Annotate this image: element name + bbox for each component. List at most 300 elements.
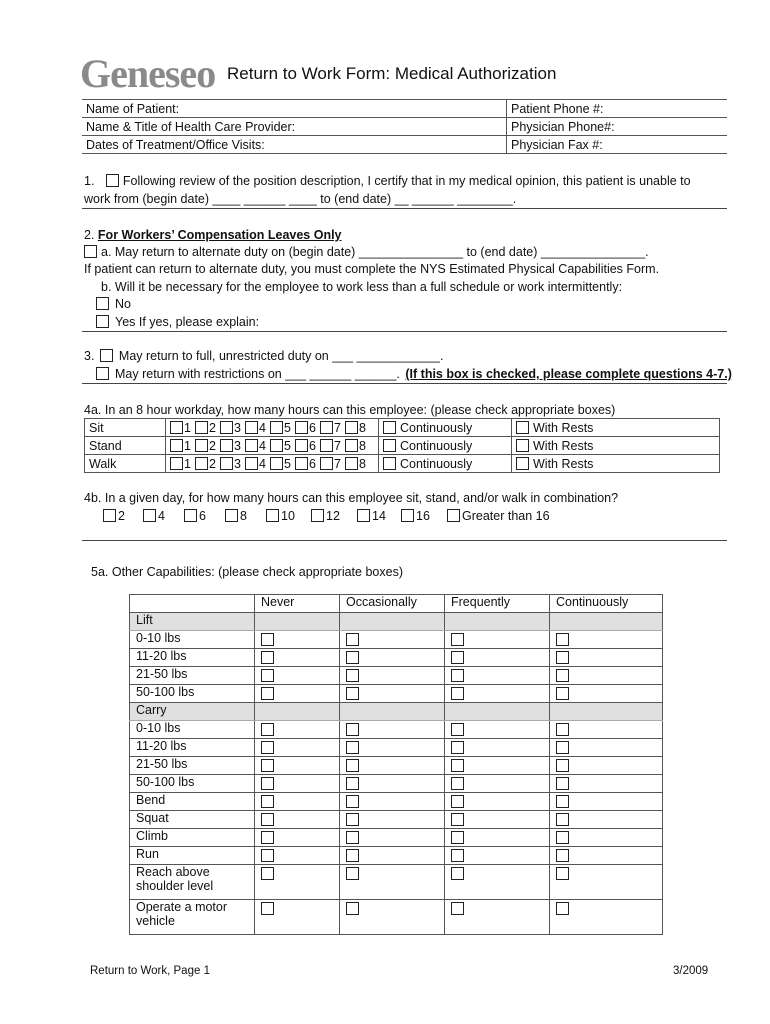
hour-label: 7 bbox=[334, 420, 341, 435]
divider bbox=[82, 208, 727, 209]
lift-row bbox=[130, 667, 663, 685]
footer-right: 3/2009 bbox=[673, 965, 709, 977]
capability-cell bbox=[550, 900, 663, 935]
capability-label bbox=[130, 685, 255, 703]
capability-label-text: 11-20 lbs bbox=[136, 739, 187, 753]
capability-label bbox=[130, 757, 255, 775]
q4b-option-label: 12 bbox=[326, 509, 340, 523]
q2a-line bbox=[84, 245, 649, 259]
capability-continuously-checkbox[interactable] bbox=[556, 651, 569, 664]
capability-continuously-checkbox[interactable] bbox=[556, 902, 569, 915]
q2b-no-checkbox[interactable] bbox=[96, 297, 109, 310]
capability-cell bbox=[445, 757, 550, 775]
q4b-option-checkbox[interactable] bbox=[311, 509, 324, 522]
q2-heading-text: For Workers’ Compensation Leaves Only bbox=[97, 228, 342, 242]
capability-continuously-checkbox[interactable] bbox=[556, 777, 569, 790]
q4a-row-sit bbox=[85, 419, 720, 437]
hour-4-checkbox[interactable] bbox=[245, 421, 258, 434]
hour-label: 1 bbox=[184, 420, 191, 435]
q4a-hours-cell bbox=[166, 437, 379, 455]
with-rests-label: With Rests bbox=[533, 438, 594, 453]
with-rests-checkbox[interactable] bbox=[516, 421, 529, 434]
capability-cell bbox=[340, 900, 445, 935]
capability-frequently-checkbox[interactable] bbox=[451, 831, 464, 844]
hour-4-checkbox[interactable] bbox=[245, 439, 258, 452]
capability-cell bbox=[255, 685, 340, 703]
capability-cell bbox=[445, 649, 550, 667]
hour-5-checkbox[interactable] bbox=[270, 421, 283, 434]
capability-label-text: Run bbox=[136, 847, 159, 861]
capability-occasionally-checkbox[interactable] bbox=[346, 831, 359, 844]
q4a-hours-cell bbox=[166, 419, 379, 437]
capability-occasionally-checkbox[interactable] bbox=[346, 687, 359, 700]
hour-8-checkbox[interactable] bbox=[345, 439, 358, 452]
capability-cell bbox=[445, 613, 550, 631]
capability-row bbox=[130, 793, 663, 811]
with-rests-checkbox[interactable] bbox=[516, 439, 529, 452]
hour-label: 4 bbox=[259, 456, 266, 471]
q1-line2: work from (begin date) ____ ______ ____ to (end date) __ ______ ________. bbox=[84, 192, 517, 206]
capability-label bbox=[130, 613, 255, 631]
capability-cell bbox=[550, 811, 663, 829]
capability-cell bbox=[550, 865, 663, 900]
q2-note: If patient can return to alternate duty, you must complete the NYS Estimated Physical Capabilities Form. bbox=[84, 262, 660, 276]
capability-label-text: Carry bbox=[136, 703, 167, 717]
capability-cell bbox=[445, 775, 550, 793]
q4b-option-checkbox[interactable] bbox=[266, 509, 279, 522]
capability-frequently-checkbox[interactable] bbox=[451, 795, 464, 808]
capability-never-checkbox[interactable] bbox=[261, 759, 274, 772]
hour-label: 2 bbox=[209, 420, 216, 435]
capability-never-checkbox[interactable] bbox=[261, 669, 274, 682]
provider-label: Name & Title of Health Care Provider: bbox=[82, 118, 507, 136]
capability-continuously-checkbox[interactable] bbox=[556, 813, 569, 826]
capability-frequently-checkbox[interactable] bbox=[451, 867, 464, 880]
divider bbox=[82, 383, 727, 384]
q2a-checkbox[interactable] bbox=[84, 245, 97, 258]
patient-info-table bbox=[82, 99, 727, 154]
q1-line1 bbox=[84, 174, 691, 188]
q4b-option-checkbox[interactable] bbox=[225, 509, 238, 522]
physician-fax-label: Physician Fax #: bbox=[507, 136, 728, 154]
q4b-option-checkbox[interactable] bbox=[103, 509, 116, 522]
capability-never-checkbox[interactable] bbox=[261, 867, 274, 880]
capability-cell bbox=[340, 703, 445, 721]
q4a-activity-label: Sit bbox=[85, 419, 166, 437]
capability-occasionally-checkbox[interactable] bbox=[346, 633, 359, 646]
capability-label bbox=[130, 811, 255, 829]
capability-label bbox=[130, 667, 255, 685]
capability-label-text: vehicle bbox=[136, 914, 175, 928]
q2-number: 2. bbox=[84, 228, 95, 242]
capability-label bbox=[130, 739, 255, 757]
carry-row bbox=[130, 739, 663, 757]
q4b-option bbox=[357, 509, 401, 523]
hour-label: 7 bbox=[334, 438, 341, 453]
capability-occasionally-checkbox[interactable] bbox=[346, 651, 359, 664]
hour-2-checkbox[interactable] bbox=[195, 439, 208, 452]
q4b-heading: 4b. In a given day, for how many hours can this employee sit, stand, and/or walk in combination? bbox=[84, 491, 619, 505]
q3-number: 3. bbox=[84, 349, 95, 363]
carry-row bbox=[130, 721, 663, 739]
capability-cell bbox=[445, 847, 550, 865]
hour-5-checkbox[interactable] bbox=[270, 439, 283, 452]
capability-occasionally-checkbox[interactable] bbox=[346, 867, 359, 880]
capability-cell bbox=[255, 721, 340, 739]
patient-phone-label: Patient Phone #: bbox=[507, 100, 728, 118]
capability-occasionally-checkbox[interactable] bbox=[346, 795, 359, 808]
q4b-option-checkbox[interactable] bbox=[447, 509, 460, 522]
q4a-continuous-cell bbox=[379, 455, 512, 473]
q1-checkbox[interactable] bbox=[106, 174, 119, 187]
capability-never-checkbox[interactable] bbox=[261, 795, 274, 808]
continuously-checkbox[interactable] bbox=[383, 439, 396, 452]
capability-cell bbox=[340, 829, 445, 847]
capability-cell bbox=[550, 847, 663, 865]
geneseo-logo: Geneseo bbox=[80, 51, 216, 96]
q4b-option-label: 4 bbox=[158, 509, 165, 523]
capability-label bbox=[130, 775, 255, 793]
lift-row bbox=[130, 631, 663, 649]
capability-continuously-checkbox[interactable] bbox=[556, 795, 569, 808]
capability-cell bbox=[445, 739, 550, 757]
capability-frequently-checkbox[interactable] bbox=[451, 669, 464, 682]
q4b-option-checkbox[interactable] bbox=[401, 509, 414, 522]
capability-cell bbox=[550, 757, 663, 775]
q4b-option-checkbox[interactable] bbox=[184, 509, 197, 522]
q4b-option-label: 14 bbox=[372, 509, 386, 523]
hour-label: 1 bbox=[184, 456, 191, 471]
capability-cell bbox=[340, 811, 445, 829]
capability-cell bbox=[340, 847, 445, 865]
capability-cell bbox=[550, 667, 663, 685]
q5a-table bbox=[129, 594, 663, 935]
capability-continuously-checkbox[interactable] bbox=[556, 633, 569, 646]
hour-label: 2 bbox=[209, 456, 216, 471]
capability-label-text: 21-50 lbs bbox=[136, 757, 188, 771]
hour-label: 6 bbox=[309, 438, 316, 453]
continuously-checkbox[interactable] bbox=[383, 457, 396, 470]
capability-row bbox=[130, 811, 663, 829]
capability-never-checkbox[interactable] bbox=[261, 687, 274, 700]
hour-7-checkbox[interactable] bbox=[320, 439, 333, 452]
capability-cell bbox=[445, 865, 550, 900]
capability-occasionally-checkbox[interactable] bbox=[346, 669, 359, 682]
q4b-option-label: 2 bbox=[118, 509, 125, 523]
capability-never-checkbox[interactable] bbox=[261, 813, 274, 826]
capability-cell bbox=[445, 793, 550, 811]
q3-restricted-checkbox[interactable] bbox=[96, 367, 109, 380]
q4b-option-checkbox[interactable] bbox=[357, 509, 370, 522]
capability-label-text: 0-10 lbs bbox=[136, 631, 181, 645]
capability-label bbox=[130, 900, 255, 935]
hour-8-checkbox[interactable] bbox=[345, 457, 358, 470]
capability-never-checkbox[interactable] bbox=[261, 723, 274, 736]
q4b-option-label: 6 bbox=[199, 509, 206, 523]
carry-row bbox=[130, 757, 663, 775]
capability-cell bbox=[255, 613, 340, 631]
capability-cell bbox=[255, 847, 340, 865]
capability-cell bbox=[445, 667, 550, 685]
capability-cell bbox=[255, 865, 340, 900]
lift-row bbox=[130, 685, 663, 703]
hour-label: 3 bbox=[234, 420, 241, 435]
footer-left: Return to Work, Page 1 bbox=[90, 965, 210, 977]
capability-cell bbox=[255, 703, 340, 721]
capability-cell bbox=[340, 739, 445, 757]
capability-frequently-checkbox[interactable] bbox=[451, 777, 464, 790]
info-row bbox=[82, 118, 727, 136]
hour-1-checkbox[interactable] bbox=[170, 421, 183, 434]
q3-restricted-line bbox=[96, 367, 732, 381]
capability-frequently-checkbox[interactable] bbox=[451, 902, 464, 915]
capability-cell bbox=[445, 811, 550, 829]
hour-5-checkbox[interactable] bbox=[270, 457, 283, 470]
capability-label-text: shoulder level bbox=[136, 879, 214, 893]
capability-cell bbox=[340, 721, 445, 739]
hour-7-checkbox[interactable] bbox=[320, 457, 333, 470]
physician-phone-label: Physician Phone#: bbox=[507, 118, 728, 136]
q4a-row-walk bbox=[85, 455, 720, 473]
q4a-activity-label: Stand bbox=[85, 437, 166, 455]
hour-8-checkbox[interactable] bbox=[345, 421, 358, 434]
hour-6-checkbox[interactable] bbox=[295, 421, 308, 434]
section-lift bbox=[130, 613, 663, 631]
capability-occasionally-checkbox[interactable] bbox=[346, 902, 359, 915]
capability-continuously-checkbox[interactable] bbox=[556, 723, 569, 736]
capability-frequently-checkbox[interactable] bbox=[451, 741, 464, 754]
capability-cell bbox=[340, 865, 445, 900]
hour-label: 8 bbox=[359, 420, 366, 435]
q3-note: (If this box is checked, please complete questions 4-7.) bbox=[405, 367, 732, 381]
q4b-option bbox=[184, 509, 225, 523]
capability-label bbox=[130, 649, 255, 667]
capability-cell bbox=[445, 703, 550, 721]
q2b-no-line bbox=[96, 297, 131, 311]
q4b-option bbox=[447, 509, 567, 523]
capability-cell bbox=[340, 793, 445, 811]
hour-3-checkbox[interactable] bbox=[220, 439, 233, 452]
q3-restricted-text: May return with restrictions on ___ ______ ______. bbox=[115, 367, 400, 381]
capability-frequently-checkbox[interactable] bbox=[451, 633, 464, 646]
hour-6-checkbox[interactable] bbox=[295, 457, 308, 470]
capability-label-text: 50-100 lbs bbox=[136, 775, 195, 789]
capability-never-checkbox[interactable] bbox=[261, 777, 274, 790]
q4b-option bbox=[103, 509, 143, 523]
capability-label-text: Lift bbox=[136, 613, 153, 627]
capability-never-checkbox[interactable] bbox=[261, 651, 274, 664]
hour-label: 7 bbox=[334, 456, 341, 471]
q4b-option-label: Greater than 16 bbox=[462, 509, 550, 523]
with-rests-label: With Rests bbox=[533, 420, 594, 435]
col-occasionally: Occasionally bbox=[340, 595, 445, 613]
q5a-blank-header bbox=[130, 595, 255, 613]
q4a-continuous-cell bbox=[379, 437, 512, 455]
capability-cell bbox=[255, 631, 340, 649]
capability-cell bbox=[340, 649, 445, 667]
capability-cell bbox=[340, 631, 445, 649]
hour-3-checkbox[interactable] bbox=[220, 421, 233, 434]
capability-frequently-checkbox[interactable] bbox=[451, 759, 464, 772]
capability-cell bbox=[255, 900, 340, 935]
capability-occasionally-checkbox[interactable] bbox=[346, 723, 359, 736]
capability-cell bbox=[255, 667, 340, 685]
capability-frequently-checkbox[interactable] bbox=[451, 813, 464, 826]
hour-label: 5 bbox=[284, 420, 291, 435]
capability-occasionally-checkbox[interactable] bbox=[346, 759, 359, 772]
capability-label bbox=[130, 631, 255, 649]
capability-label-text: 50-100 lbs bbox=[136, 685, 195, 699]
section-carry bbox=[130, 703, 663, 721]
col-never: Never bbox=[255, 595, 340, 613]
hour-label: 6 bbox=[309, 456, 316, 471]
continuously-checkbox[interactable] bbox=[383, 421, 396, 434]
capability-label-text: 21-50 lbs bbox=[136, 667, 188, 681]
capability-continuously-checkbox[interactable] bbox=[556, 669, 569, 682]
capability-occasionally-checkbox[interactable] bbox=[346, 813, 359, 826]
info-row bbox=[82, 136, 727, 154]
capability-cell bbox=[550, 613, 663, 631]
with-rests-checkbox[interactable] bbox=[516, 457, 529, 470]
hour-label: 1 bbox=[184, 438, 191, 453]
capability-never-checkbox[interactable] bbox=[261, 902, 274, 915]
capability-label-text: 11-20 lbs bbox=[136, 649, 187, 663]
continuously-label: Continuously bbox=[400, 420, 473, 435]
q4a-rests-cell bbox=[512, 437, 720, 455]
q2b-no-label: No bbox=[115, 297, 131, 311]
capability-cell bbox=[445, 685, 550, 703]
capability-label-text: Climb bbox=[136, 829, 168, 843]
q2b-text: b. Will it be necessary for the employee to work less than a full schedule or work intermittently: bbox=[101, 280, 623, 294]
hour-1-checkbox[interactable] bbox=[170, 439, 183, 452]
operate-row bbox=[130, 900, 663, 935]
hour-6-checkbox[interactable] bbox=[295, 439, 308, 452]
q5a-heading: 5a. Other Capabilities: (please check appropriate boxes) bbox=[91, 565, 403, 579]
capability-cell bbox=[550, 649, 663, 667]
capability-cell bbox=[340, 775, 445, 793]
q1-number: 1. bbox=[84, 174, 95, 188]
capability-never-checkbox[interactable] bbox=[261, 849, 274, 862]
capability-cell bbox=[445, 900, 550, 935]
capability-occasionally-checkbox[interactable] bbox=[346, 849, 359, 862]
with-rests-label: With Rests bbox=[533, 456, 594, 471]
q4a-table bbox=[84, 418, 720, 473]
divider bbox=[82, 331, 727, 332]
q4b-option bbox=[311, 509, 357, 523]
col-continuously: Continuously bbox=[550, 595, 663, 613]
q3-full-line bbox=[84, 349, 443, 363]
capability-continuously-checkbox[interactable] bbox=[556, 741, 569, 754]
capability-cell bbox=[550, 721, 663, 739]
capability-cell bbox=[340, 667, 445, 685]
capability-occasionally-checkbox[interactable] bbox=[346, 741, 359, 754]
capability-never-checkbox[interactable] bbox=[261, 831, 274, 844]
capability-continuously-checkbox[interactable] bbox=[556, 867, 569, 880]
hour-1-checkbox[interactable] bbox=[170, 457, 183, 470]
info-row bbox=[82, 100, 727, 118]
q3-full-text: May return to full, unrestricted duty on ___ ____________. bbox=[118, 349, 444, 363]
q4b-option bbox=[401, 509, 447, 523]
q4b-option-label: 8 bbox=[240, 509, 247, 523]
q4b-option bbox=[266, 509, 311, 523]
capability-row bbox=[130, 847, 663, 865]
q2b-yes-checkbox[interactable] bbox=[96, 315, 109, 328]
capability-cell bbox=[255, 739, 340, 757]
q2b-yes-label: Yes If yes, please explain: bbox=[115, 315, 260, 329]
capability-never-checkbox[interactable] bbox=[261, 633, 274, 646]
hour-4-checkbox[interactable] bbox=[245, 457, 258, 470]
hour-2-checkbox[interactable] bbox=[195, 457, 208, 470]
hour-2-checkbox[interactable] bbox=[195, 421, 208, 434]
q4a-continuous-cell bbox=[379, 419, 512, 437]
q4a-heading: 4a. In an 8 hour workday, how many hours can this employee: (please check appropriate boxes) bbox=[84, 403, 616, 417]
hour-7-checkbox[interactable] bbox=[320, 421, 333, 434]
capability-frequently-checkbox[interactable] bbox=[451, 651, 464, 664]
capability-continuously-checkbox[interactable] bbox=[556, 849, 569, 862]
q4b-option-label: 16 bbox=[416, 509, 430, 523]
capability-label bbox=[130, 721, 255, 739]
q2a-text: a. May return to alternate duty on (begin date) _______________ to (end date) _______________. bbox=[101, 245, 649, 259]
capability-cell bbox=[550, 631, 663, 649]
capability-label-text: Operate a motor bbox=[136, 900, 228, 914]
hour-label: 8 bbox=[359, 438, 366, 453]
capability-frequently-checkbox[interactable] bbox=[451, 687, 464, 700]
capability-label bbox=[130, 847, 255, 865]
hour-3-checkbox[interactable] bbox=[220, 457, 233, 470]
capability-label-text: Reach above bbox=[136, 865, 210, 879]
capability-continuously-checkbox[interactable] bbox=[556, 831, 569, 844]
q2b-yes-line bbox=[96, 315, 259, 329]
col-frequently: Frequently bbox=[445, 595, 550, 613]
capability-cell bbox=[550, 775, 663, 793]
q4b-option bbox=[225, 509, 266, 523]
patient-name-label: Name of Patient: bbox=[82, 100, 507, 118]
capability-never-checkbox[interactable] bbox=[261, 741, 274, 754]
q4a-activity-label: Walk bbox=[85, 455, 166, 473]
hour-label: 8 bbox=[359, 456, 366, 471]
capability-continuously-checkbox[interactable] bbox=[556, 687, 569, 700]
carry-row bbox=[130, 775, 663, 793]
q4a-hours-cell bbox=[166, 455, 379, 473]
capability-cell bbox=[340, 613, 445, 631]
capability-continuously-checkbox[interactable] bbox=[556, 759, 569, 772]
q4b-option-checkbox[interactable] bbox=[143, 509, 156, 522]
capability-cell bbox=[550, 829, 663, 847]
q1-text: Following review of the position description, I certify that in my medical opinion, this patient is unable to bbox=[122, 174, 691, 188]
continuously-label: Continuously bbox=[400, 438, 473, 453]
capability-label-text: 0-10 lbs bbox=[136, 721, 181, 735]
capability-frequently-checkbox[interactable] bbox=[451, 723, 464, 736]
q4a-rests-cell bbox=[512, 455, 720, 473]
hour-label: 4 bbox=[259, 438, 266, 453]
capability-cell bbox=[445, 631, 550, 649]
capability-cell bbox=[550, 793, 663, 811]
capability-frequently-checkbox[interactable] bbox=[451, 849, 464, 862]
capability-cell bbox=[255, 793, 340, 811]
capability-occasionally-checkbox[interactable] bbox=[346, 777, 359, 790]
capability-cell bbox=[550, 685, 663, 703]
lift-row bbox=[130, 649, 663, 667]
capability-label-text: Bend bbox=[136, 793, 166, 807]
q3-full-checkbox[interactable] bbox=[100, 349, 113, 362]
capability-row bbox=[130, 829, 663, 847]
hour-label: 2 bbox=[209, 438, 216, 453]
q4b-options bbox=[103, 509, 567, 523]
capability-cell bbox=[255, 775, 340, 793]
capability-label bbox=[130, 865, 255, 900]
capability-cell bbox=[340, 757, 445, 775]
hour-label: 3 bbox=[234, 456, 241, 471]
